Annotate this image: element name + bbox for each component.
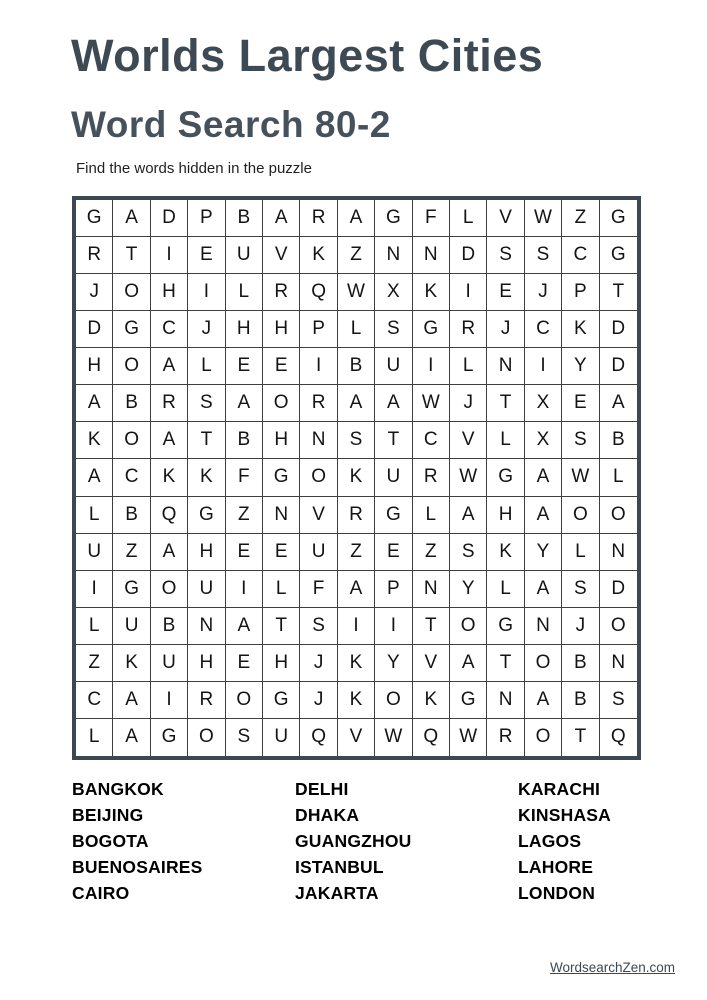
grid-cell[interactable]: N — [413, 237, 450, 274]
grid-cell[interactable]: W — [525, 200, 562, 237]
grid-cell[interactable]: R — [76, 237, 113, 274]
grid-cell[interactable]: Z — [76, 645, 113, 682]
word-list-item: GUANGZHOU — [295, 831, 412, 851]
grid-cell[interactable]: R — [450, 311, 487, 348]
grid-cell[interactable]: G — [600, 200, 637, 237]
grid-cell[interactable]: H — [188, 645, 225, 682]
grid-cell[interactable]: B — [562, 682, 599, 719]
grid-cell[interactable]: N — [487, 348, 524, 385]
grid-cell[interactable]: T — [413, 608, 450, 645]
grid-cell[interactable]: R — [487, 719, 524, 756]
grid-cell[interactable]: Q — [300, 719, 337, 756]
grid-cell[interactable]: P — [562, 274, 599, 311]
grid-cell[interactable]: X — [375, 274, 412, 311]
grid-cell[interactable]: O — [562, 497, 599, 534]
grid-cell[interactable]: R — [338, 497, 375, 534]
grid-cell[interactable]: W — [450, 719, 487, 756]
grid-cell[interactable]: A — [151, 534, 188, 571]
word-list-item: DELHI — [295, 779, 349, 799]
grid-cell[interactable]: U — [375, 459, 412, 496]
grid-cell[interactable]: T — [562, 719, 599, 756]
grid-cell[interactable]: S — [375, 311, 412, 348]
word-list-item: LONDON — [518, 883, 596, 903]
footer-link[interactable]: WordsearchZen.com — [549, 960, 675, 975]
grid-cell[interactable]: S — [188, 385, 225, 422]
grid-cell[interactable]: O — [226, 682, 263, 719]
grid-cell[interactable]: F — [413, 200, 450, 237]
grid-cell[interactable]: V — [338, 719, 375, 756]
grid-cell[interactable]: V — [487, 200, 524, 237]
grid-cell[interactable]: G — [450, 682, 487, 719]
grid-cell[interactable]: K — [413, 682, 450, 719]
word-list-item: BUENOSAIRES — [72, 857, 203, 877]
grid-cell[interactable]: K — [562, 311, 599, 348]
grid-cell[interactable]: J — [300, 645, 337, 682]
grid-cell[interactable]: V — [450, 422, 487, 459]
grid-cell[interactable]: I — [338, 608, 375, 645]
grid-cell[interactable]: H — [487, 497, 524, 534]
grid-cell[interactable]: E — [263, 534, 300, 571]
grid-cell[interactable]: A — [263, 200, 300, 237]
grid-cell[interactable]: T — [487, 385, 524, 422]
grid-cell[interactable]: L — [76, 608, 113, 645]
grid-cell[interactable]: A — [338, 200, 375, 237]
word-list-item: BEIJING — [72, 805, 144, 825]
grid-cell[interactable]: A — [113, 719, 150, 756]
grid-cell[interactable]: A — [151, 348, 188, 385]
grid-cell[interactable]: C — [76, 682, 113, 719]
grid-cell[interactable]: F — [226, 459, 263, 496]
grid-cell[interactable]: L — [263, 571, 300, 608]
word-list-item: LAGOS — [518, 831, 582, 851]
grid-cell[interactable]: H — [263, 645, 300, 682]
grid-cell[interactable]: B — [600, 422, 637, 459]
grid-cell[interactable]: N — [263, 497, 300, 534]
grid-cell[interactable]: G — [375, 497, 412, 534]
grid-cell[interactable]: G — [76, 200, 113, 237]
grid-cell[interactable]: D — [76, 311, 113, 348]
grid-cell[interactable]: I — [413, 348, 450, 385]
grid-cell[interactable]: U — [263, 719, 300, 756]
grid-cell[interactable]: Y — [450, 571, 487, 608]
grid-cell[interactable]: I — [226, 571, 263, 608]
grid-cell[interactable]: J — [188, 311, 225, 348]
grid-cell[interactable]: B — [338, 348, 375, 385]
grid-cell[interactable]: G — [188, 497, 225, 534]
grid-cell[interactable]: I — [300, 348, 337, 385]
grid-cell[interactable]: L — [188, 348, 225, 385]
grid-cell[interactable]: I — [76, 571, 113, 608]
grid-cell[interactable]: U — [151, 645, 188, 682]
grid-cell[interactable]: A — [76, 385, 113, 422]
grid-cell[interactable]: D — [450, 237, 487, 274]
grid-cell[interactable]: O — [113, 274, 150, 311]
grid-cell[interactable]: B — [113, 385, 150, 422]
grid-cell[interactable]: K — [338, 645, 375, 682]
page-subtitle: Word Search 80-2 — [71, 104, 391, 145]
grid-cell[interactable]: O — [300, 459, 337, 496]
grid-cell[interactable]: L — [487, 422, 524, 459]
grid-cell[interactable]: P — [375, 571, 412, 608]
grid-cell[interactable]: O — [113, 422, 150, 459]
word-list-item: KARACHI — [518, 779, 601, 799]
grid-cell[interactable]: Z — [562, 200, 599, 237]
grid-cell[interactable]: R — [300, 200, 337, 237]
grid-cell[interactable]: R — [151, 385, 188, 422]
grid-cell[interactable]: N — [188, 608, 225, 645]
grid-cell[interactable]: W — [375, 719, 412, 756]
grid-cell[interactable]: S — [525, 237, 562, 274]
grid-cell[interactable]: G — [263, 459, 300, 496]
grid-cell[interactable]: P — [300, 311, 337, 348]
grid-cell[interactable]: L — [487, 571, 524, 608]
grid-cell[interactable]: U — [375, 348, 412, 385]
grid-cell[interactable]: L — [338, 311, 375, 348]
grid-cell[interactable]: G — [600, 237, 637, 274]
grid-cell[interactable]: I — [525, 348, 562, 385]
page-title: Worlds Largest Cities — [71, 30, 544, 81]
instruction-text: Find the words hidden in the puzzle — [76, 160, 312, 177]
grid-cell[interactable]: H — [188, 534, 225, 571]
grid-cell[interactable]: O — [263, 385, 300, 422]
grid-cell[interactable]: B — [226, 200, 263, 237]
grid-cell[interactable]: J — [76, 274, 113, 311]
grid-cell[interactable]: D — [600, 311, 637, 348]
grid-cell[interactable]: J — [562, 608, 599, 645]
grid-cell[interactable]: X — [525, 385, 562, 422]
grid-cell[interactable]: G — [487, 608, 524, 645]
grid-cell[interactable]: K — [338, 459, 375, 496]
grid-cell[interactable]: U — [76, 534, 113, 571]
grid-cell[interactable]: V — [263, 237, 300, 274]
grid-cell[interactable]: Y — [375, 645, 412, 682]
word-list-item: LAHORE — [518, 857, 594, 877]
grid-cell[interactable]: E — [487, 274, 524, 311]
grid-cell[interactable]: O — [525, 719, 562, 756]
grid-cell[interactable]: E — [375, 534, 412, 571]
grid-cell[interactable]: L — [226, 274, 263, 311]
grid-cell[interactable]: N — [600, 645, 637, 682]
word-list-item: BOGOTA — [72, 831, 149, 851]
grid-cell[interactable]: C — [525, 311, 562, 348]
grid-cell[interactable]: A — [226, 385, 263, 422]
grid-cell[interactable]: O — [600, 497, 637, 534]
grid-cell[interactable]: A — [151, 422, 188, 459]
grid-cell[interactable]: O — [375, 682, 412, 719]
grid-cell[interactable]: K — [300, 237, 337, 274]
grid-cell[interactable]: T — [600, 274, 637, 311]
grid-cell[interactable]: A — [525, 682, 562, 719]
grid-cell[interactable]: Z — [413, 534, 450, 571]
grid-cell[interactable]: A — [113, 682, 150, 719]
grid-cell[interactable]: Z — [338, 237, 375, 274]
grid-cell[interactable]: Q — [413, 719, 450, 756]
grid-cell[interactable]: T — [113, 237, 150, 274]
word-list — [72, 776, 641, 906]
grid-cell[interactable]: B — [226, 422, 263, 459]
grid-cell[interactable]: N — [600, 534, 637, 571]
grid-cell[interactable]: A — [525, 497, 562, 534]
grid-cell[interactable]: A — [113, 200, 150, 237]
grid-cell[interactable]: A — [375, 385, 412, 422]
grid-cell[interactable]: J — [525, 274, 562, 311]
grid-cell[interactable]: B — [562, 645, 599, 682]
grid-cell[interactable]: N — [413, 571, 450, 608]
grid-cell[interactable]: G — [375, 200, 412, 237]
grid-cell[interactable]: O — [600, 608, 637, 645]
grid-cell[interactable]: T — [375, 422, 412, 459]
grid-cell[interactable]: A — [525, 571, 562, 608]
grid-cell[interactable]: U — [113, 608, 150, 645]
grid-cell[interactable]: J — [300, 682, 337, 719]
word-list-item: DHAKA — [295, 805, 360, 825]
grid-cell[interactable]: O — [151, 571, 188, 608]
grid-cell[interactable]: A — [600, 385, 637, 422]
grid-cell[interactable]: N — [525, 608, 562, 645]
grid-cell[interactable]: I — [375, 608, 412, 645]
grid-cell[interactable]: W — [413, 385, 450, 422]
grid-cell[interactable]: G — [413, 311, 450, 348]
grid-cell[interactable]: S — [487, 237, 524, 274]
grid-cell[interactable]: P — [188, 200, 225, 237]
grid-cell[interactable]: H — [76, 348, 113, 385]
grid-cell[interactable]: D — [600, 348, 637, 385]
grid-cell[interactable]: E — [226, 534, 263, 571]
grid-cell[interactable]: G — [263, 682, 300, 719]
grid-cell[interactable]: V — [413, 645, 450, 682]
grid-cell[interactable]: S — [226, 719, 263, 756]
wordsearch-grid — [72, 196, 641, 760]
grid-cell[interactable]: S — [300, 608, 337, 645]
grid-cell[interactable]: G — [487, 459, 524, 496]
grid-cell[interactable]: W — [450, 459, 487, 496]
grid-cell[interactable]: C — [113, 459, 150, 496]
grid-cell[interactable]: U — [300, 534, 337, 571]
grid-cell[interactable]: L — [76, 719, 113, 756]
grid-cell[interactable]: C — [151, 311, 188, 348]
grid-cell[interactable]: U — [226, 237, 263, 274]
grid-cell[interactable]: T — [188, 422, 225, 459]
grid-cell[interactable]: R — [300, 385, 337, 422]
grid-cell[interactable]: H — [151, 274, 188, 311]
grid-cell[interactable]: K — [76, 422, 113, 459]
grid-cell[interactable]: N — [375, 237, 412, 274]
grid-cell[interactable]: K — [188, 459, 225, 496]
grid-cell[interactable]: V — [300, 497, 337, 534]
grid-cell[interactable]: K — [113, 645, 150, 682]
word-list-item: JAKARTA — [295, 883, 379, 903]
grid-cell[interactable]: Q — [300, 274, 337, 311]
word-list-item: KINSHASA — [518, 805, 611, 825]
grid-cell[interactable]: I — [151, 237, 188, 274]
grid-cell[interactable]: Q — [151, 497, 188, 534]
grid-cell[interactable]: E — [226, 348, 263, 385]
grid-cell[interactable]: B — [113, 497, 150, 534]
grid-cell[interactable]: C — [413, 422, 450, 459]
grid-cell[interactable]: K — [338, 682, 375, 719]
grid-cell[interactable]: Z — [226, 497, 263, 534]
grid-cell[interactable]: A — [338, 571, 375, 608]
grid-cell[interactable]: G — [151, 719, 188, 756]
grid-cell[interactable]: B — [151, 608, 188, 645]
grid-cell[interactable]: Y — [525, 534, 562, 571]
grid-cell[interactable]: G — [113, 571, 150, 608]
grid-cell[interactable]: U — [188, 571, 225, 608]
grid-cell[interactable]: D — [600, 571, 637, 608]
grid-cell[interactable]: J — [450, 385, 487, 422]
grid-cell[interactable]: D — [151, 200, 188, 237]
grid-cell[interactable]: R — [263, 274, 300, 311]
grid-cell[interactable]: F — [300, 571, 337, 608]
grid-cell[interactable]: K — [413, 274, 450, 311]
grid-cell[interactable]: A — [226, 608, 263, 645]
grid-cell[interactable]: E — [263, 348, 300, 385]
grid-cell[interactable]: Z — [338, 534, 375, 571]
grid-cell[interactable]: H — [263, 311, 300, 348]
grid-cell[interactable]: A — [450, 497, 487, 534]
grid-cell[interactable]: J — [487, 311, 524, 348]
grid-cell[interactable]: L — [562, 534, 599, 571]
grid-cell[interactable]: A — [76, 459, 113, 496]
grid-cell[interactable]: C — [562, 237, 599, 274]
grid-cell[interactable]: W — [338, 274, 375, 311]
grid-cell[interactable]: L — [450, 348, 487, 385]
grid-cell[interactable]: S — [450, 534, 487, 571]
grid-cell[interactable]: L — [76, 497, 113, 534]
grid-cell[interactable]: Q — [600, 719, 637, 756]
grid-cell[interactable]: I — [450, 274, 487, 311]
grid-cell[interactable]: K — [487, 534, 524, 571]
grid-cell[interactable]: E — [188, 237, 225, 274]
grid-cell[interactable]: E — [226, 645, 263, 682]
grid-cell[interactable]: L — [450, 200, 487, 237]
word-list-column — [518, 776, 611, 906]
grid-cell[interactable]: A — [450, 645, 487, 682]
grid-cell[interactable]: E — [562, 385, 599, 422]
grid-cell[interactable]: Y — [562, 348, 599, 385]
grid-cell[interactable]: L — [413, 497, 450, 534]
grid-cell[interactable]: L — [600, 459, 637, 496]
grid-cell[interactable]: Z — [113, 534, 150, 571]
word-list-item: BANGKOK — [72, 779, 164, 799]
grid-cell[interactable]: I — [151, 682, 188, 719]
grid-cell[interactable]: H — [226, 311, 263, 348]
grid-cell[interactable]: S — [562, 571, 599, 608]
grid-cell[interactable]: I — [188, 274, 225, 311]
grid-cell[interactable]: S — [600, 682, 637, 719]
grid-cell[interactable]: H — [263, 422, 300, 459]
grid-cell[interactable]: R — [413, 459, 450, 496]
grid-cell[interactable]: O — [188, 719, 225, 756]
grid-cell[interactable]: O — [525, 645, 562, 682]
grid-cell[interactable]: X — [525, 422, 562, 459]
grid-cell[interactable]: K — [151, 459, 188, 496]
grid-cell[interactable]: O — [113, 348, 150, 385]
grid-cell[interactable]: A — [525, 459, 562, 496]
word-list-item: ISTANBUL — [295, 857, 384, 877]
grid-cell[interactable]: A — [338, 385, 375, 422]
grid-cell[interactable]: G — [113, 311, 150, 348]
grid-cell[interactable]: W — [562, 459, 599, 496]
grid-cell[interactable]: O — [450, 608, 487, 645]
grid-cell[interactable]: N — [487, 682, 524, 719]
word-list-column — [295, 776, 518, 906]
word-list-item: CAIRO — [72, 883, 130, 903]
word-list-column — [72, 776, 295, 906]
grid-cell[interactable]: T — [487, 645, 524, 682]
grid-cell[interactable]: N — [300, 422, 337, 459]
grid-cell[interactable]: S — [338, 422, 375, 459]
grid-cell[interactable]: R — [188, 682, 225, 719]
grid-cell[interactable]: S — [562, 422, 599, 459]
grid-cell[interactable]: T — [263, 608, 300, 645]
